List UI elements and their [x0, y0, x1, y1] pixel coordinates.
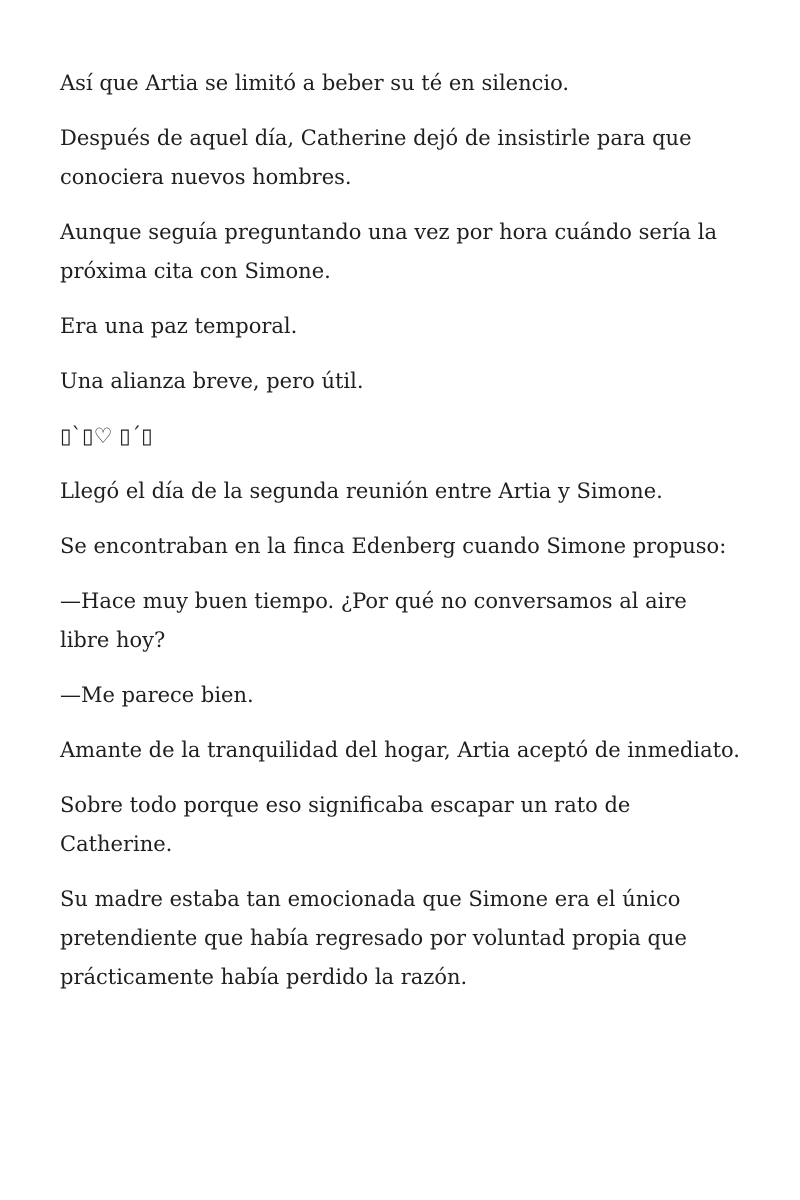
reading-page — [60, 64, 740, 1013]
paragraph: Su madre estaba tan emocionada que Simone era el único pretendiente que había regresado por voluntad propia que prácticamente había perdido la razón. — [60, 887, 687, 989]
paragraph: Sobre todo porque eso significaba escapar un rato de Catherine. — [60, 793, 631, 856]
section-divider: ▯`▯♡ ▯´▯ — [60, 424, 153, 448]
paragraph: Después de aquel día, Catherine dejó de insistirle para que conociera nuevos hombres. — [60, 126, 692, 189]
paragraph: Así que Artia se limitó a beber su té en silencio. — [60, 71, 570, 95]
paragraph: Aunque seguía preguntando una vez por hora cuándo sería la próxima cita con Simone. — [60, 220, 717, 283]
paragraph: Amante de la tranquilidad del hogar, Artia aceptó de inmediato. — [60, 738, 740, 762]
paragraph: Llegó el día de la segunda reunión entre Artia y Simone. — [60, 479, 663, 503]
paragraph: Era una paz temporal. — [60, 314, 298, 338]
paragraph: Una alianza breve, pero útil. — [60, 369, 364, 393]
paragraph: —Me parece bien. — [60, 683, 254, 707]
paragraph: Se encontraban en la finca Edenberg cuando Simone propuso: — [60, 534, 727, 558]
paragraph: —Hace muy buen tiempo. ¿Por qué no conversamos al aire libre hoy? — [60, 589, 687, 652]
